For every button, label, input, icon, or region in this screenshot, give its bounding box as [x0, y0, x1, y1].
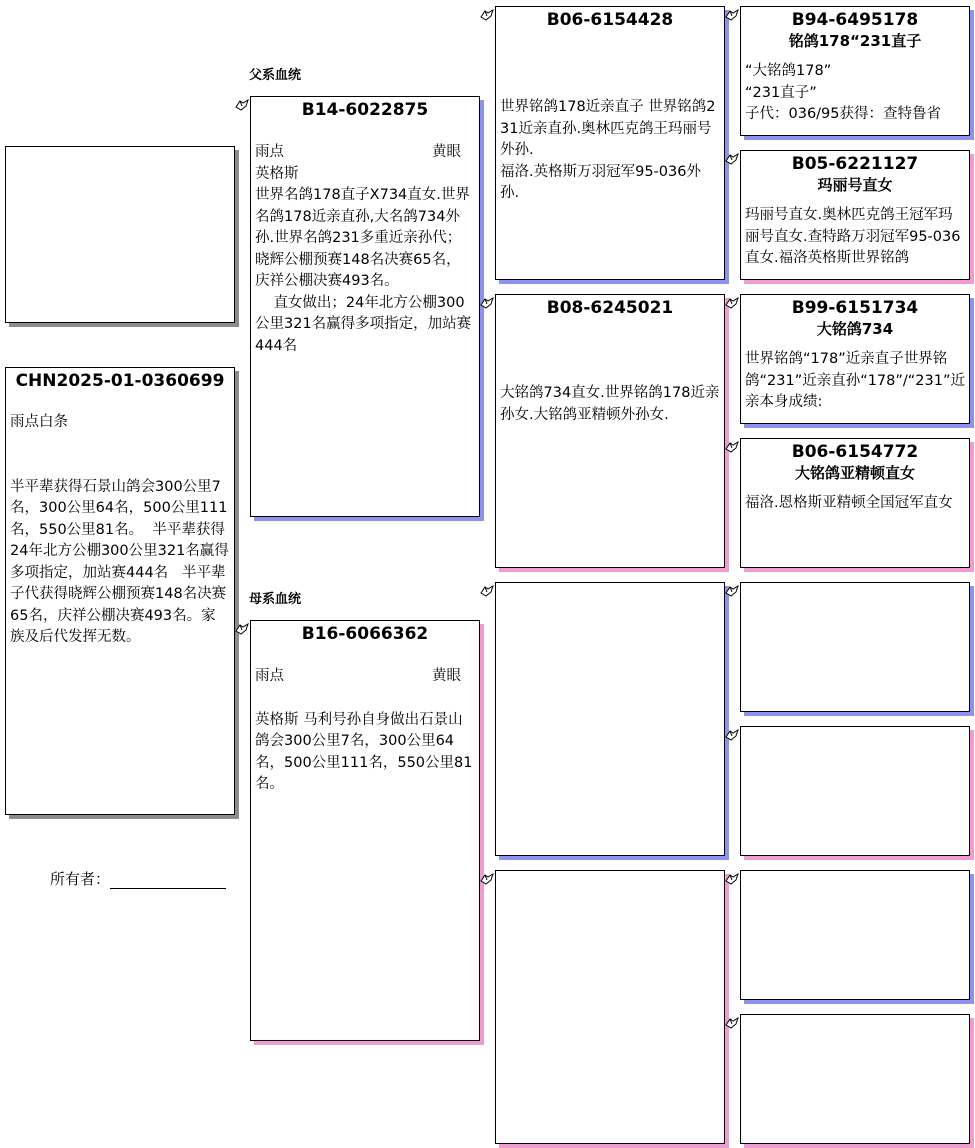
sire-card: [250, 96, 480, 517]
sd-sire-ring-number: B99-6151734: [791, 298, 919, 318]
owner-label: 所有者：: [50, 870, 111, 888]
pigeon-icon: [724, 871, 740, 887]
pigeon-icon: [234, 97, 250, 113]
sd-sire-name: 大铭鸽734: [816, 320, 894, 338]
ss-sire-ring-number: B94-6495178: [791, 10, 919, 30]
ds-sire-card: [740, 582, 970, 712]
pigeon-icon: [479, 7, 495, 23]
dd-dam-card: [740, 1014, 970, 1144]
sire-ring-number: B14-6022875: [301, 100, 429, 120]
ss-sire-card: [740, 6, 970, 136]
sire-dam-ring-number: B08-6245021: [546, 298, 674, 318]
sire-dam-card: [495, 294, 725, 568]
pigeon-icon: [479, 871, 495, 887]
dam-card: [250, 620, 480, 1041]
sire-color: 雨点: [255, 144, 284, 160]
subject-notes: 半平辈获得石景山鸽会300公里7名，300公里64名，500公里111名，550公里81名。 半平辈获得24年北方公棚300公里321名赢得多项指定，加站赛444名 半平辈子代获得晓辉公棚预赛148名决赛65名，庆祥公棚决赛493名。家族及后代发挥无数。: [10, 478, 229, 645]
sire-dam-notes: 大铭鸽734直女.世界铭鸽178近亲孙女.大铭鸽亚精顿外孙女.: [500, 385, 720, 423]
pigeon-icon: [724, 7, 740, 23]
ds-dam-card: [740, 726, 970, 856]
pigeon-icon: [479, 295, 495, 311]
sire-eye: 黄眼: [432, 144, 461, 160]
sire-notes: 英格斯 世界名鸽178直子X734直女.世界名鸽178近亲直孙,大名鸽734外孙.世界名鸽231多重近亲孙代；晓辉公棚预赛148名决赛65名，庆祥公棚决赛493名。 直女做出；24年北方公棚300公里321名赢得多项指定，加站赛444名: [255, 165, 472, 354]
sd-dam-name: 大铭鸽亚精顿直女: [794, 464, 915, 482]
sd-sire-card: [740, 294, 970, 424]
owner-field: [50, 868, 226, 889]
paternal-label: 父系血统: [249, 68, 302, 83]
dd-sire-card: [740, 870, 970, 1000]
dam-ring-number: B16-6066362: [301, 624, 429, 644]
subject-color: 雨点白条: [10, 414, 68, 430]
subject-ring-number: CHN2025-01-0360699: [15, 371, 225, 391]
photo-placeholder: [5, 146, 235, 323]
dam-eye: 黄眼: [432, 668, 461, 684]
pigeon-icon: [724, 439, 740, 455]
pigeon-icon: [724, 151, 740, 167]
sd-dam-notes: 福洛.恩格斯亚精顿全国冠军直女: [745, 495, 953, 511]
ss-dam-name: 玛丽号直女: [817, 176, 893, 194]
sd-dam-card: [740, 438, 970, 568]
sire-sire-ring-number: B06-6154428: [546, 10, 674, 30]
sd-dam-ring-number: B06-6154772: [791, 442, 919, 462]
pigeon-icon: [724, 295, 740, 311]
ss-dam-ring-number: B05-6221127: [791, 154, 919, 174]
sire-sire-card: [495, 6, 725, 280]
ss-dam-notes: 玛丽号直女.奥林匹克鸽王冠军玛丽号直女.查特路万羽冠军95-036直女.福洛英格斯世界铭鸽: [745, 207, 961, 266]
maternal-label: 母系血统: [249, 592, 302, 607]
sire-sire-notes: 世界铭鸽178近亲直子 世界铭鸽231近亲直孙.奥林匹克鸽王玛丽号外孙. 福洛.英格斯万羽冠军95-036外孙.: [500, 99, 716, 201]
sd-sire-notes: 世界铭鸽“178”近亲直子世界铭鸽“231”近亲直孙“178”/“231”近亲本身成绩:: [745, 351, 965, 410]
ss-sire-notes: “大铭鸽178” “231直子” 子代：036/95获得：查特鲁省: [745, 63, 942, 122]
pigeon-icon: [724, 583, 740, 599]
pigeon-icon: [724, 1015, 740, 1031]
dam-sire-card: [495, 582, 725, 856]
pigeon-icon: [479, 583, 495, 599]
ss-dam-card: [740, 150, 970, 280]
owner-blank-line: [110, 872, 226, 889]
dam-dam-card: [495, 870, 725, 1144]
ss-sire-name: 铭鸽178“231直子: [788, 32, 922, 50]
dam-notes: 英格斯 马利号孙自身做出石景山鸽会300公里7名，300公里64名，500公里111名，550公里81名。: [255, 711, 473, 792]
dam-color: 雨点: [255, 668, 284, 684]
subject-card: [5, 367, 235, 815]
pigeon-icon: [724, 727, 740, 743]
pigeon-icon: [234, 621, 250, 637]
